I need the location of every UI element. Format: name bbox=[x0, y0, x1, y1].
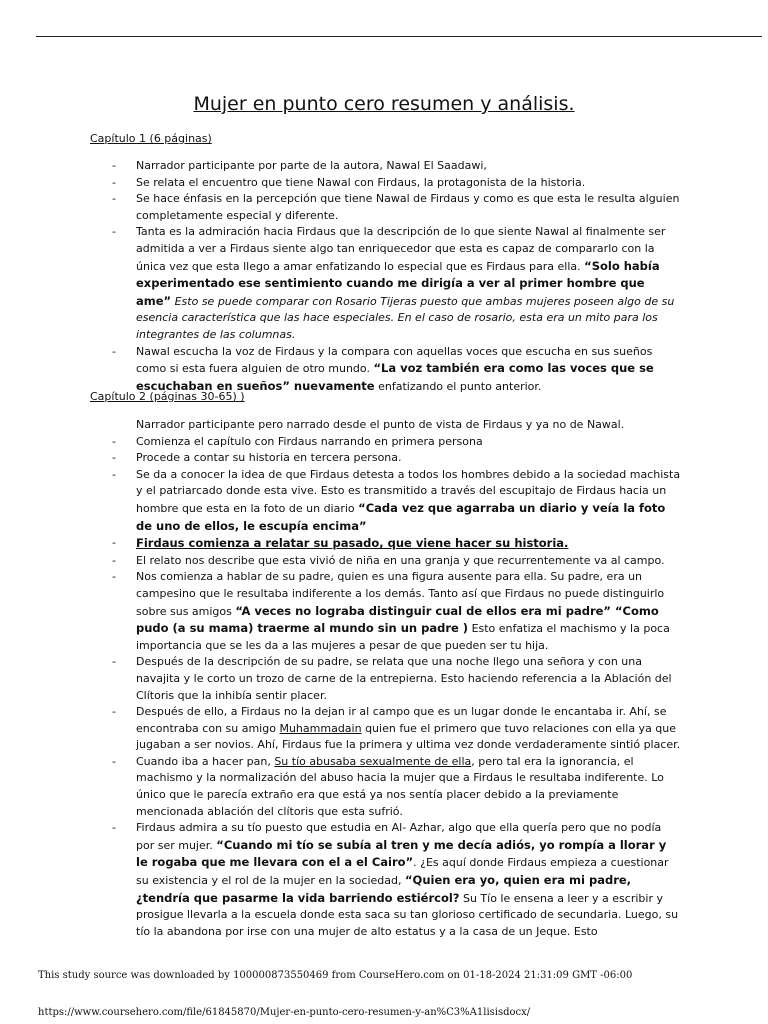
quote: “Quien era yo, quien era mi padre, ¿tendría que pasarme la vida barriendo estiércol? bbox=[136, 873, 632, 905]
bullet-dash: - bbox=[112, 192, 116, 206]
bullet-dash: - bbox=[112, 705, 116, 719]
list-item: - El relato nos describe que esta vivió de niña en una granja y que recurrentemente va al campo. bbox=[0, 553, 681, 570]
footer-source-url: https://www.coursehero.com/file/61845870/Mujer-en-punto-cero-resumen-y-an%C3%A1lisisdocx/ bbox=[38, 1007, 531, 1018]
quote: “La voz también era como las voces que se escuchaban en sueños” nuevamente bbox=[136, 361, 654, 393]
list-item: - Comienza el capítulo con Firdaus narrando en primera persona bbox=[0, 434, 681, 451]
bullet-dash: - bbox=[112, 434, 116, 448]
chapter-1-heading: Capítulo 1 (6 páginas) bbox=[90, 132, 212, 145]
list-item: - Cuando iba a hacer pan, Su tío abusaba sexualmente de ella, pero tal era la ignorancia, el machismo y la normalización del abuso hacia la mujer que a Firdaus le resultaba indiferente. Lo único que le parecía extraño era que está ya nos sentía placer debido a la previamente mencionada ablación del clítoris que esta sufrió. bbox=[112, 754, 664, 818]
bullet-dash: - bbox=[112, 821, 116, 835]
chapter-1-list bbox=[0, 158, 768, 395]
list-item: - Nawal escucha la voz de Firdaus y la compara con aquellas voces que escucha en sus sueños como si esta fuera alguien de otro mundo. “La voz también era como las voces que se escuchaban en sueños” nuevamente enfatizando el punto anterior. bbox=[112, 344, 654, 393]
bullet-dash: - bbox=[112, 175, 116, 189]
page-title: Mujer en punto cero resumen y análisis. bbox=[193, 93, 575, 115]
bullet-dash: - bbox=[112, 344, 116, 358]
underlined-phrase: Su tío abusaba sexualmente de ella bbox=[274, 754, 472, 768]
quote: “A veces no lograba distinguir cual de ellos era mi padre” “Como pudo (a su mama) traerme al mundo sin un padre ) bbox=[136, 603, 659, 636]
underlined-name: Muhammadain bbox=[279, 721, 362, 735]
quote: “Cada vez que agarraba un diario y veía la foto de uno de ellos, le escupía encima” bbox=[136, 500, 666, 533]
bullet-dash: - bbox=[112, 754, 116, 768]
bullet-dash: - bbox=[112, 655, 116, 669]
list-item: - Narrador participante por parte de la autora, Nawal El Saadawi, bbox=[0, 158, 681, 175]
bullet-dash: - bbox=[112, 159, 116, 172]
list-item: - Después de ello, a Firdaus no la dejan ir al campo que es un lugar donde le encantaba ir. Ahí, se encontraba con su amigo Muhammadain quien fue el primero que tuvo relaciones con ella ya que jugaban a ser novios. Ahí, Firdaus fue la primera y ultima vez donde verdaderamente sintió placer. bbox=[112, 705, 681, 752]
bullet-dash: - bbox=[112, 467, 116, 481]
top-rule bbox=[36, 36, 762, 37]
list-item: - Después de la descripción de su padre, se relata que una noche llego una señora y con una navajita y le corto un trozo de carne de la entrepierna. Esto haciendo referencia a la Ablación del Clítoris que la inhibía sentir placer. bbox=[112, 655, 672, 702]
bullet-dash: - bbox=[112, 536, 116, 550]
bullet-dash: - bbox=[112, 570, 116, 584]
quote: “Solo había experimentado ese sentimiento cuando me dirigía a ver al primer hombre que ame” bbox=[136, 258, 660, 308]
list-item: - Se relata el encuentro que tiene Nawal con Firdaus, la protagonista de la historia. bbox=[0, 175, 681, 192]
list-item: - Se da a conocer la idea de que Firdaus detesta a todos los hombres debido a la sociedad machista y el patriarcado donde esta vive. Esto es transmitido a través del escupitajo de Firdaus hacia un hombre que esta en la foto de un diario “Cada vez que agarraba un diario y veía la foto de uno de ellos, le escupía encima” bbox=[112, 467, 681, 533]
chapter-2-list bbox=[0, 417, 768, 940]
bullet-dash: - bbox=[112, 451, 116, 465]
list-item: - Nos comienza a hablar de su padre, quien es una figura ausente para ella. Su padre, era un campesino que le resultaba indiferente a los demás. Tanto así que Firdaus no puede distinguirlo sobre sus amigos “A veces no lograba distinguir cual de ellos era mi padre” “Como pudo (a su mama) traerme al mundo sin un padre ) Esto enfatiza el machismo y la poca importancia que se les da a las mujeres a pesar de que pueden ser tu hija. bbox=[112, 570, 670, 652]
highlight: Firdaus comienza a relatar su pasado, que viene hacer su historia. bbox=[136, 536, 569, 551]
list-item: - Tanta es la admiración hacia Firdaus que la descripción de lo que siente Nawal al finalmente ser admitida a ver a Firdaus siente algo tan enriquecedor que esta es capaz de compararlo con la única vez que esta llego a amar enfatizando lo especial que es Firdaus para ella. “Solo había experimentado ese sentimiento cuando me dirigía a ver al primer hombre que ame” Esto se puede comparar con Rosario Tijeras puesto que ambas mujeres poseen algo de su esencia característica que las hace especiales. En el caso de rosario, esta era un mito para los integrantes de las columnas. bbox=[112, 225, 675, 341]
chapter-2-heading: Capítulo 2 (páginas 30-65) ) bbox=[90, 390, 245, 403]
list-item: - Procede a contar su historia en tercera persona. bbox=[0, 450, 681, 467]
list-item: Narrador participante pero narrado desde el punto de vista de Firdaus y ya no de Nawal. bbox=[136, 418, 625, 431]
footer-download-notice: This study source was downloaded by 100000873550469 from CourseHero.com on 01-18-2024 21:31:09 GMT -06:00 bbox=[38, 970, 633, 981]
quote: “Cuando mi tío se subía al tren y me decía adiós, yo rompía a llorar y le rogaba que me llevara con el a el Cairo” bbox=[136, 837, 667, 870]
note: Esto se puede comparar con Rosario Tijeras puesto que ambas mujeres poseen algo de su esencia característica que las hace especiales. En el caso de rosario, esta era un mito para los integrantes de las columnas. bbox=[136, 294, 675, 341]
bullet-dash: - bbox=[112, 225, 116, 239]
bullet-dash: - bbox=[112, 553, 116, 567]
list-item bbox=[0, 535, 681, 553]
list-item: - Firdaus admira a su tío puesto que estudia en Al- Azhar, algo que ella quería pero que no podía por ser mujer. “Cuando mi tío se subía al tren y me decía adiós, yo rompía a llorar y le rogaba que me llevara con el a el Cairo”. ¿Es aquí donde Firdaus empieza a cuestionar su existencia y el rol de la mujer en la sociedad, “Quien era yo, quien era mi padre, ¿tendría que pasarme la vida barriendo estiércol? Su Tío le ensena a leer y a escribir y prosigue llevarla a la escuela donde esta saca su tan glorioso certificado de secundaria. Luego, su tío la abandona por irse con una mujer de alto estatus y a la casa de un Jeque. Esto bbox=[112, 821, 679, 938]
list-item: - Se hace énfasis en la percepción que tiene Nawal de Firdaus y como es que esta le resulta alguien completamente especial y diferente. bbox=[112, 192, 680, 222]
